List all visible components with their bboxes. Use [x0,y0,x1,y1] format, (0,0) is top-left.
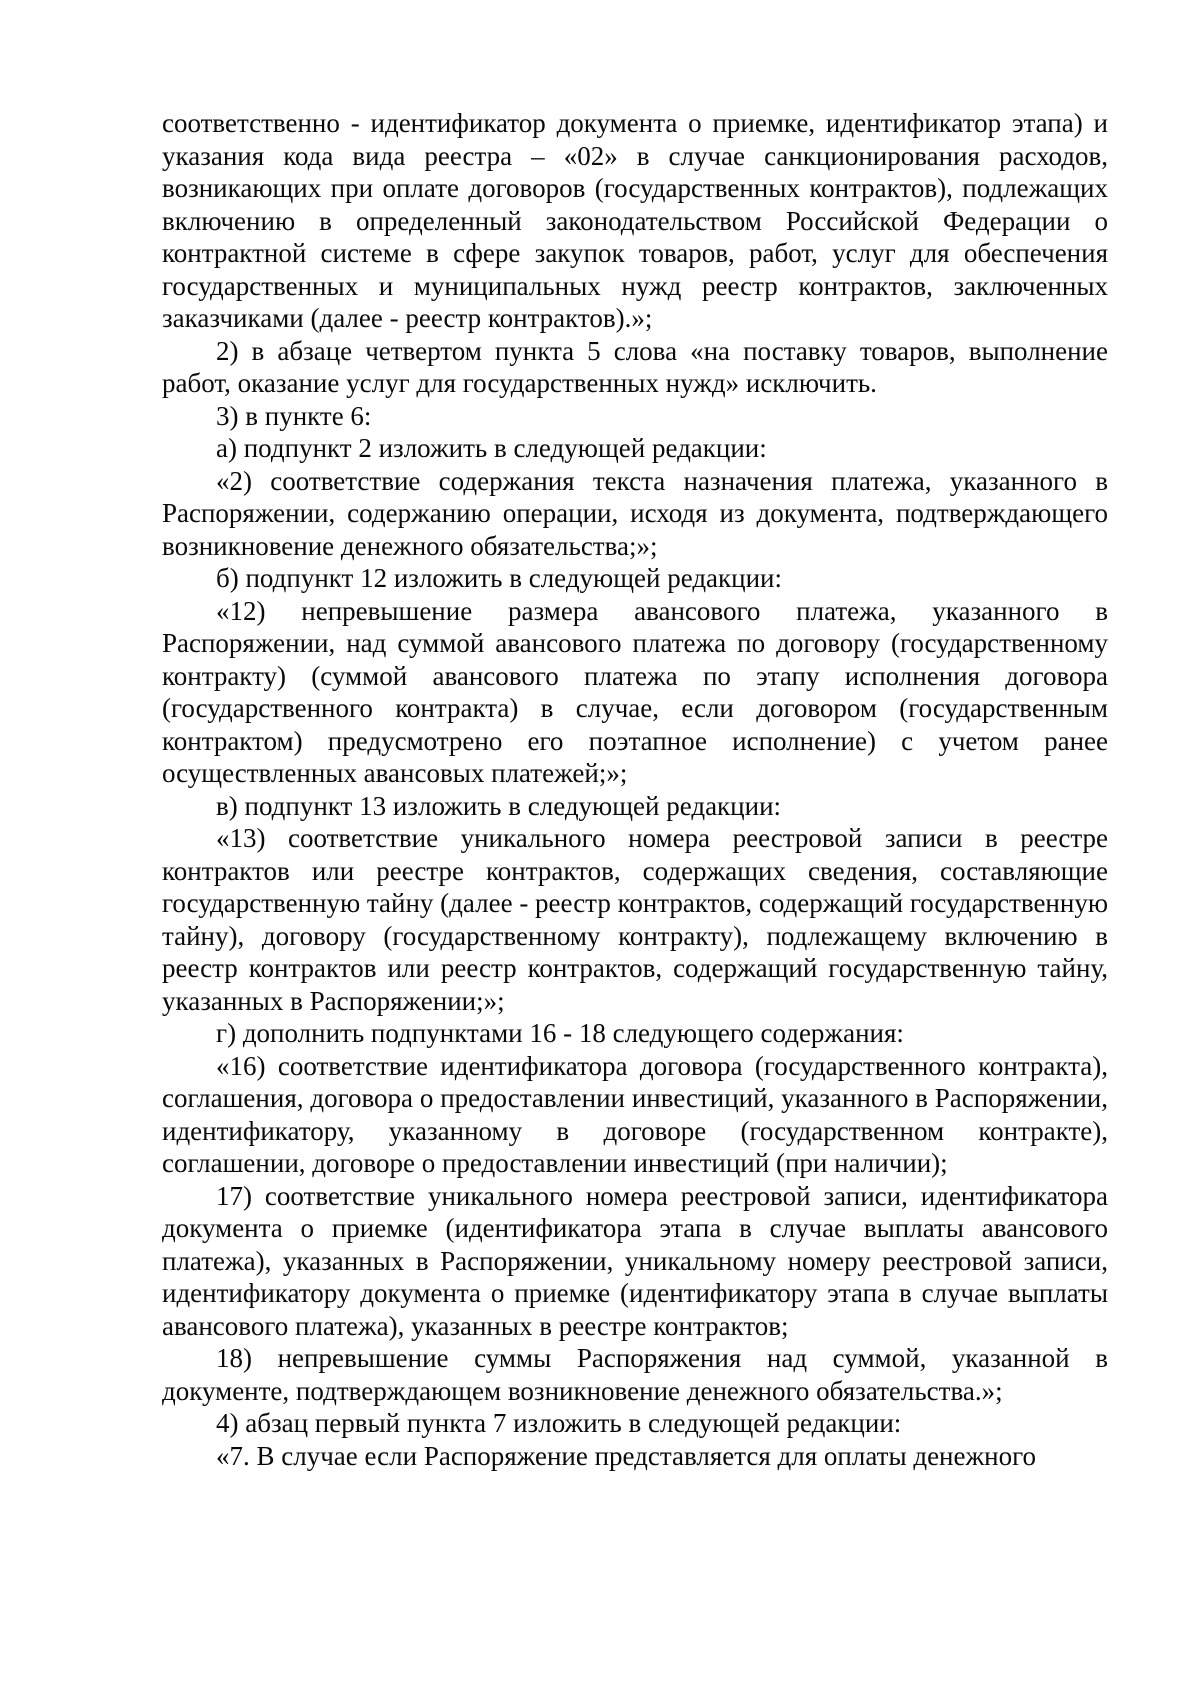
paragraph-item-3g: г) дополнить подпунктами 16 - 18 следующего содержания: [216,1018,904,1048]
paragraph-item-3: 3) в пункте 6: [216,400,372,431]
paragraph-item-4: 4) абзац первый пункта 7 изложить в следующей редакции: [216,1408,902,1438]
document-body [162,107,1108,1472]
paragraph-subitem-18-text: 18) непревышение суммы Распоряжения над суммой, указанной в документе, подтверждающем возникновение денежного обязательства.»; [162,1343,1108,1406]
paragraph-subitem-13-text: «13) соответствие уникального номера реестровой записи в реестре контрактов или реестре контрактов, содержащих сведения, составляющие государственную тайну (далее - реестр контрактов, содержащий государственную тайну), договору (государственному контракту), подлежащему включению в реестр контрактов или реестр контрактов, содержащий государственную тайну, указанных в Распоряжении;»; [162,823,1108,1016]
paragraph-subitem-12-text: «12) непревышение размера авансового платежа, указанного в Распоряжении, над суммой авансового платежа по договору (государственному контракту) (суммой авансового платежа по этапу исполнения договора (государственного контракта) в случае, если договором (государственным контрактом) предусмотрено его поэтапное исполнение) с учетом ранее осуществленных авансовых платежей;»; [162,595,1108,788]
paragraph-item-3b: б) подпункт 12 изложить в следующей редакции: [216,563,783,593]
paragraph-subitem-16-text: «16) соответствие идентификатора договора (государственного контракта), соглашения, договора о предоставлении инвестиций, указанного в Распоряжении, идентификатору, указанному в договоре (государственном контракте), соглашении, договоре о предоставлении инвестиций (при наличии); [162,1050,1108,1178]
paragraph-item-3a: а) подпункт 2 изложить в следующей редакции: [216,433,767,463]
paragraph-point-7-text: «7. В случае если Распоряжение представляется для оплаты денежного [216,1440,1036,1471]
paragraph-subitem-2-text: «2) соответствие содержания текста назначения платежа, указанного в Распоряжении, содержанию операции, исходя из документа, подтверждающего возникновение денежного обязательства;»; [162,465,1108,561]
paragraph-subitem-17-text: 17) соответствие уникального номера реестровой записи, идентификатора документа о приемке (идентификатора этапа в случае выплаты авансового платежа), указанных в Распоряжении, уникальному номеру реестровой записи, идентификатору документа о приемке (идентификатору этапа в случае выплаты авансового платежа), указанных в реестре контрактов; [162,1180,1108,1341]
paragraph-item-2: 2) в абзаце четвертом пункта 5 слова «на поставку товаров, выполнение работ, оказание услуг для государственных нужд» исключить. [162,335,1108,398]
paragraph-item-3v: в) подпункт 13 изложить в следующей редакции: [216,790,782,821]
paragraph-continuation: соответственно - идентификатор документа о приемке, идентификатор этапа) и указания кода вида реестра – «02» в случае санкционирования расходов, возникающих при оплате договоров (государственных контрактов), подлежащих включению в определенный законодательством Российской Федерации о контрактной системе в сфере закупок товаров, работ, услуг для обеспечения государственных и муниципальных нужд реестр контрактов, заключенных заказчиками (далее - реестр контрактов).»; [162,108,1108,333]
